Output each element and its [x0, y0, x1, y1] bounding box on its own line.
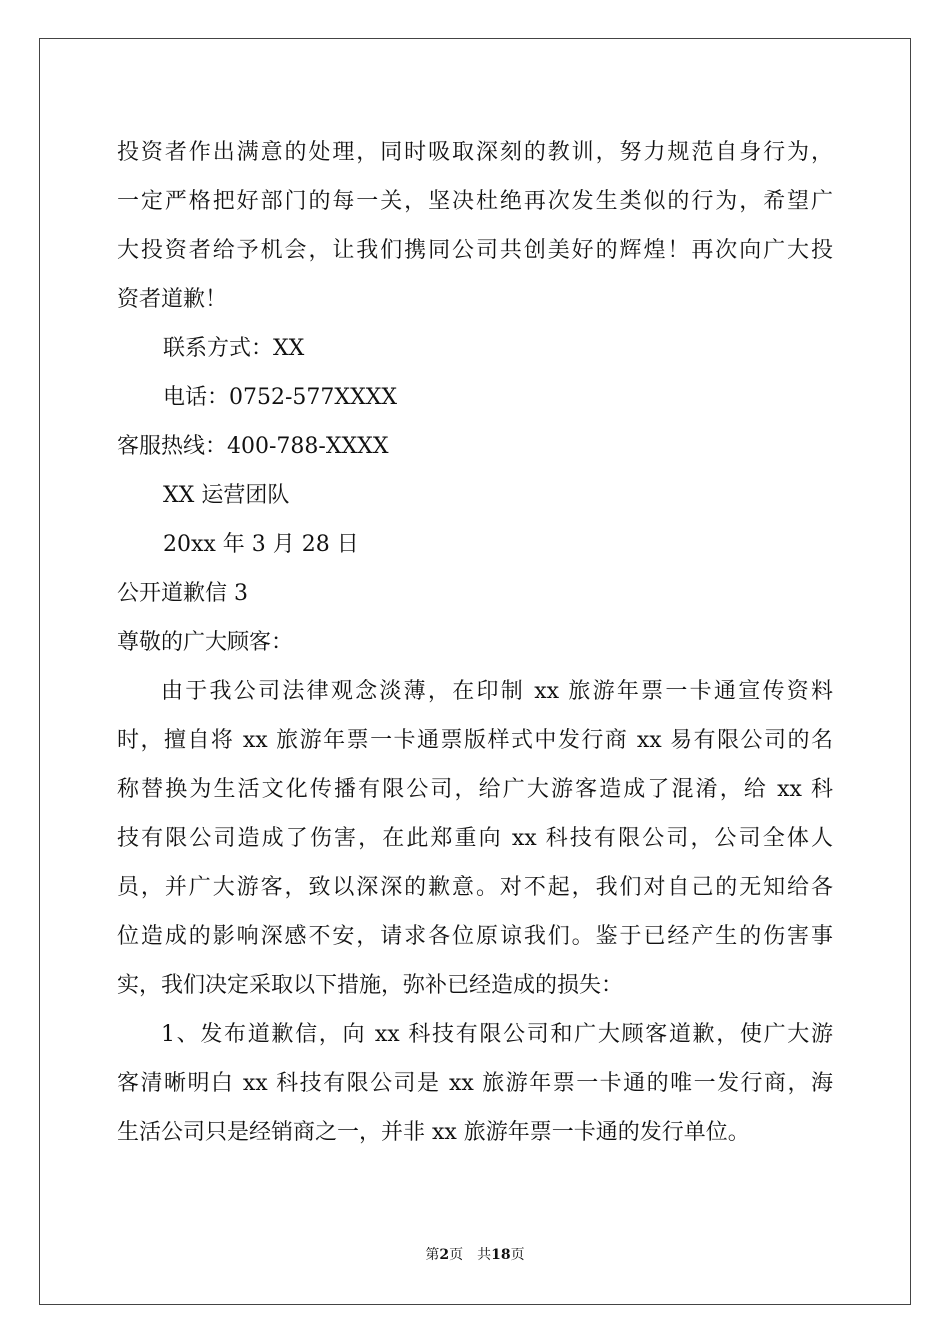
- page-prefix: 第: [425, 1247, 440, 1263]
- paragraph-line: 员，并广大游客，致以深深的歉意。对不起，我们对自己的无知给各: [117, 875, 833, 900]
- text-line: 投资者作出满意的处理，同时吸取深刻的教训，努力规范自身行为，: [117, 140, 833, 165]
- text-line: 资者道歉！: [117, 287, 228, 312]
- text-line: 大投资者给予机会，让我们携同公司共创美好的辉煌！再次向广大投: [117, 238, 833, 263]
- hotline-line: 客服热线：400-788-XXXX: [117, 434, 389, 459]
- paragraph-line: 时，擅自将 xx 旅游年票一卡通票版样式中发行商 xx 易有限公司的名: [117, 728, 833, 753]
- phone-line: 电话：0752-577XXXX: [163, 385, 398, 410]
- page-number: 2: [439, 1247, 450, 1263]
- page-suffix: 页: [449, 1247, 464, 1263]
- paragraph-line: 称替换为生活文化传播有限公司，给广大游客造成了混淆，给 xx 科: [117, 777, 833, 802]
- team-signature: XX 运营团队: [163, 483, 290, 508]
- document-body: [117, 128, 833, 1157]
- paragraph-line: 位造成的影响深感不安，请求各位原谅我们。鉴于已经产生的伤害事: [117, 924, 833, 949]
- total-prefix: 共: [477, 1247, 492, 1263]
- paragraph-line: 实，我们决定采取以下措施，弥补已经造成的损失：: [117, 973, 624, 998]
- paragraph-line: 由于我公司法律观念淡薄，在印制 xx 旅游年票一卡通宣传资料: [161, 679, 833, 704]
- paragraph-line: 技有限公司造成了伤害，在此郑重向 xx 科技有限公司，公司全体人: [117, 826, 833, 851]
- page-footer: [0, 1245, 950, 1265]
- paragraph-line: 1、发布道歉信，向 xx 科技有限公司和广大顾客道歉，使广大游: [161, 1022, 833, 1047]
- paragraph-line: 客清晰明白 xx 科技有限公司是 xx 旅游年票一卡通的唯一发行商，海: [117, 1071, 833, 1096]
- paragraph-line: 生活公司只是经销商之一，并非 xx 旅游年票一卡通的发行单位。: [117, 1120, 750, 1145]
- total-suffix: 页: [510, 1247, 525, 1263]
- letter-title: 公开道歉信 3: [117, 581, 248, 606]
- salutation: 尊敬的广大顾客：: [117, 630, 294, 655]
- total-pages: 18: [491, 1247, 511, 1263]
- contact-line: 联系方式：XX: [163, 336, 305, 361]
- date-line: 20xx 年 3 月 28 日: [163, 532, 359, 557]
- text-line: 一定严格把好部门的每一关，坚决杜绝再次发生类似的行为，希望广: [117, 189, 833, 214]
